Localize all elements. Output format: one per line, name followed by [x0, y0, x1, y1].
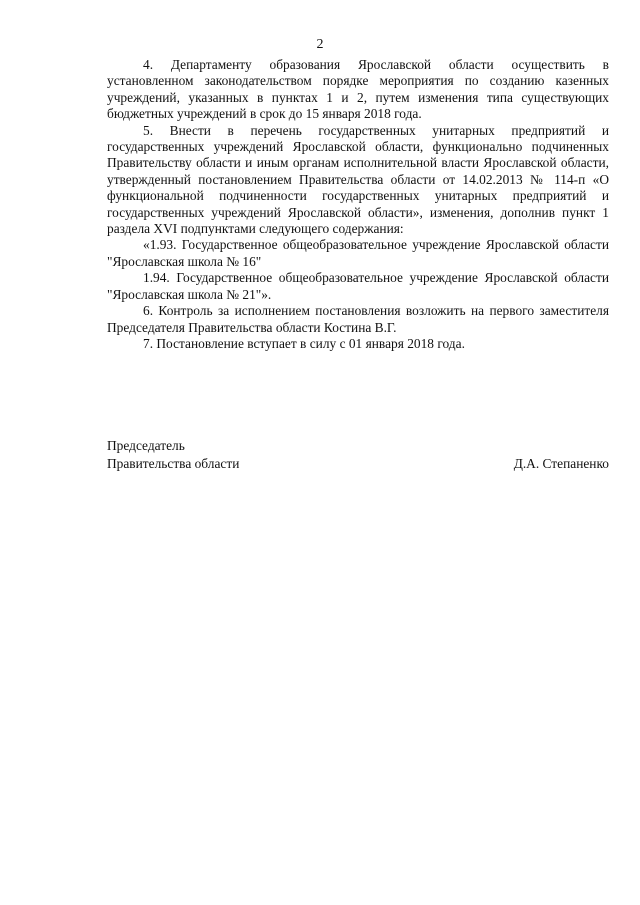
paragraph-item-6: 6. Контроль за исполнением постановления возложить на первого заместителя Председателя Правительства области Костина В.Г. — [107, 303, 609, 335]
subpoint-1-94: 1.94. Государственное общеобразовательное учреждение Ярославской области "Ярославская школа № 21"». — [107, 270, 609, 302]
paragraph-item-5: 5. Внести в перечень государственных унитарных предприятий и государственных учреждений Ярославской области, функционально подчиненных Правительству области и иным органам исполнительной власти Ярославской области, утвержденный постановлением Правительства области от 14.02.2013 № 114-п «О функциональной подчиненности государственных унитарных предприятий и государственных учреждений Ярославской области», изменения, дополнив пункт 1 раздела XVI подпунктами следующего содержания: — [107, 122, 609, 237]
paragraph-item-7: 7. Постановление вступает в силу с 01 января 2018 года. — [143, 335, 465, 351]
document-body — [107, 57, 609, 352]
paragraph-item-4: 4. Департаменту образования Ярославской области осуществить в установленном законодательством порядке мероприятия по созданию казенных учреждений, указанных в пунктах 1 и 2, путем изменения типа существующих бюджетных учреждений в срок до 15 января 2018 года. — [107, 57, 609, 122]
signatory-name: Д.А. Степаненко — [513, 456, 609, 471]
signatory-title-line2: Правительства области — [107, 456, 240, 471]
signature-line — [107, 455, 609, 473]
signatory-title-line1: Председатель — [107, 438, 185, 453]
subpoint-1-93: «1.93. Государственное общеобразовательное учреждение Ярославской области "Ярославская школа № 16" — [107, 237, 609, 269]
signature-block — [107, 437, 609, 473]
page-number: 2 — [316, 37, 324, 52]
